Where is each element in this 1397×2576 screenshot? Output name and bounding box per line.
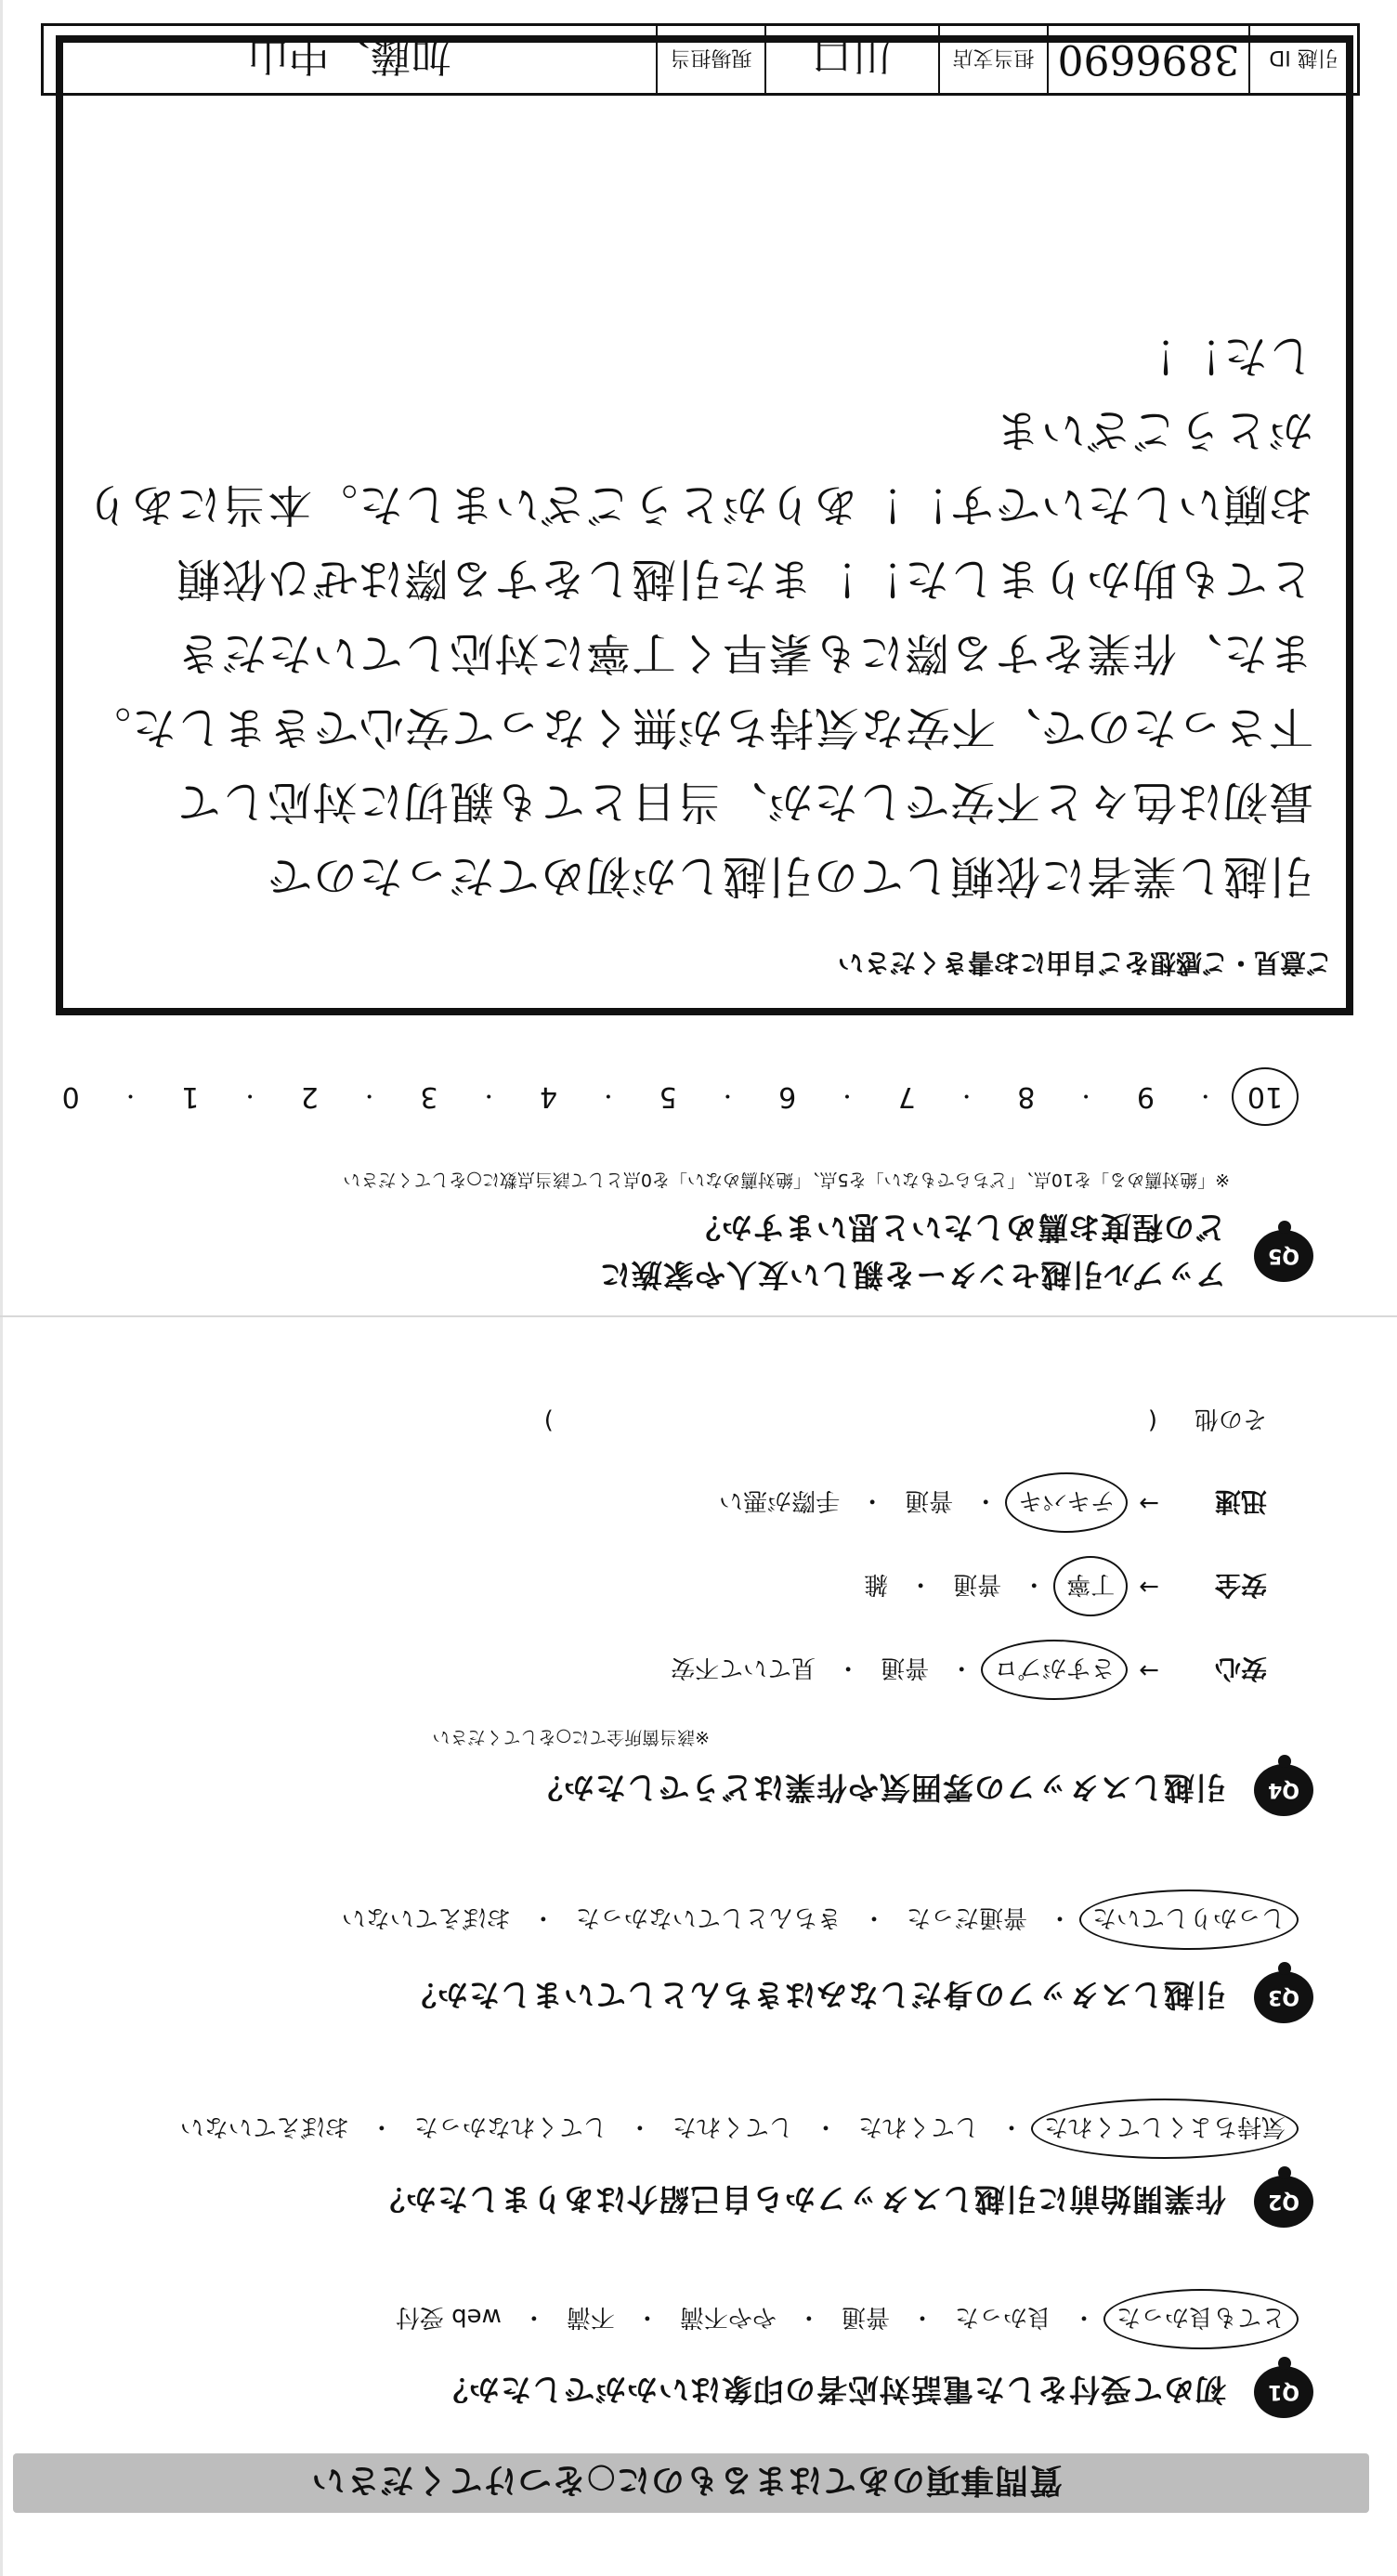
q1-option[interactable]: web 受付 xyxy=(395,2303,502,2331)
q4-row-anshin: 安心 → さすがプロ ・ 普通 ・ 見ていて不安 xyxy=(22,1652,1267,1689)
instruction-text: 質問事項のあてはまるものに○をつけてください xyxy=(310,2461,1063,2500)
q3-text: 引越しスタッフの身だしなみはきちんとしていましたか？ xyxy=(405,1977,1226,2014)
q4-option[interactable]: 雑 xyxy=(864,1570,889,1599)
site-staff-value: 加藤、中山 xyxy=(247,32,452,79)
question-q2 xyxy=(32,2176,1313,2228)
q1-option[interactable]: やや不満 xyxy=(679,2303,777,2331)
q4-other-label: その他 xyxy=(1194,1405,1267,1432)
move-id-label: 引越 ID xyxy=(1248,26,1357,93)
branch-label: 担当支店 xyxy=(938,26,1047,93)
q3-option[interactable]: 普通だった xyxy=(906,1903,1027,1931)
site-staff-label: 現場担当 xyxy=(656,26,764,93)
q3-badge: Q3 xyxy=(1254,1971,1313,2023)
branch-value: 川口 xyxy=(764,26,938,93)
q5-score[interactable]: 8 xyxy=(1017,1080,1036,1113)
fold-line xyxy=(0,1315,1397,1317)
q4-option-selected[interactable]: さすがプロ xyxy=(994,1654,1115,1688)
q5-score[interactable]: 5 xyxy=(659,1080,677,1113)
q4-row-jinsoku: 迅速 → テキパキ ・ 普通 ・ 手際が悪い xyxy=(22,1484,1267,1522)
q3-option-selected[interactable]: しっかりしていた xyxy=(1092,1903,1286,1937)
q4-note: ※該当箇所全てに○をしてください xyxy=(432,1727,710,1747)
q2-option[interactable]: おぼえていない xyxy=(179,2112,349,2140)
q2-options: 気持ちよくしてくれた ・ してくれた ・ してくれた ・ してくれなかった ・ おぼえていない xyxy=(41,2112,1286,2146)
q5-badge: Q5 xyxy=(1254,1230,1313,1282)
free-comment-text[interactable]: 引越し業者に依頼しての引越しが初めてだったので 最初は色々と不安でしたが、当日とても親切に対応して 下さったので、不安な気持ちが無くなって安心できました。 また、作業をする際にも素早く丁寧に対応していただき とても助かりました！！また引越しをする際はぜひ依頼 お願いしたいです！！ありがとうございました。本当にありがとうございま した！！ xyxy=(84,330,1313,902)
q3-option[interactable]: おぼえていない xyxy=(341,1903,511,1931)
q4-category: 安全 xyxy=(1214,1570,1267,1601)
q2-option[interactable]: してくれた xyxy=(857,2112,979,2140)
q4-option-selected[interactable]: 丁寧 xyxy=(1066,1570,1115,1604)
q5-score[interactable]: 9 xyxy=(1136,1080,1155,1113)
q1-option[interactable]: 良かった xyxy=(954,2303,1051,2331)
q4-option[interactable]: 普通 xyxy=(881,1654,930,1682)
question-q1 xyxy=(32,2366,1313,2418)
q4-text: 引越しスタッフの雰囲気や作業はどうでしたか？ xyxy=(531,1770,1226,1807)
q1-options: とても良かった ・ 良かった ・ 普通 ・ やや不満 ・ 不満 ・ web 受付 xyxy=(41,2302,1286,2336)
q5-text: アップル引越センターを親しい友人や家族に どの程度お薦めしたいと思いますか？ xyxy=(598,1210,1226,1293)
q1-badge: Q1 xyxy=(1254,2366,1313,2418)
q2-option[interactable]: してくれなかった xyxy=(413,2112,607,2140)
q4-category: 迅速 xyxy=(1214,1486,1267,1517)
q4-row-anzen: 安全 → 丁寧 ・ 普通 ・ 雑 xyxy=(22,1568,1267,1605)
q4-other-row: その他 ( ) xyxy=(22,1404,1267,1438)
q1-text: 初めて受付をした電話対応者の印象はいかがでしたか？ xyxy=(437,2372,1226,2409)
q1-option[interactable]: 不満 xyxy=(566,2303,615,2331)
q5-score[interactable]: 1 xyxy=(181,1080,200,1113)
q2-text: 作業開始前に引越しスタッフから自己紹介はありましたか？ xyxy=(373,2181,1226,2218)
q3-option[interactable]: きちんとしていなかった xyxy=(575,1903,842,1931)
q5-score[interactable]: 3 xyxy=(420,1080,438,1113)
q5-score[interactable]: 7 xyxy=(897,1080,916,1113)
q2-option-selected[interactable]: 気持ちよくしてくれた xyxy=(1044,2112,1286,2146)
q5-note: ※「絶対薦める」を10点、「どちらでもない」を5点、「絶対薦めない」を0点として該当点数に○をしてください xyxy=(343,1170,1230,1190)
q4-badge: Q4 xyxy=(1254,1764,1313,1816)
q4-option[interactable]: 手際が悪い xyxy=(719,1486,841,1515)
q4-option[interactable]: 普通 xyxy=(953,1570,1002,1599)
q4-category: 安心 xyxy=(1214,1654,1267,1684)
q1-option-selected[interactable]: とても良かった xyxy=(1116,2302,1286,2336)
q5-score[interactable]: 2 xyxy=(300,1080,319,1113)
question-q3 xyxy=(32,1971,1313,2023)
q5-score[interactable]: 0 xyxy=(61,1080,80,1113)
q5-scale: 10 ・ 9 ・ 8 ・ 7 ・ 6 ・ 5 ・ 4 ・ 3 ・ 2 ・ 1 ・ 0 xyxy=(50,1080,1286,1113)
free-comment-title: ご意見・ご感想をご自由にお書きください xyxy=(837,948,1332,978)
q2-badge: Q2 xyxy=(1254,2176,1313,2228)
q5-score-selected[interactable]: 10 xyxy=(1245,1080,1286,1113)
instruction-header xyxy=(13,2453,1369,2513)
q3-options: しっかりしていた ・ 普通だった ・ きちんとしていなかった ・ おぼえていない xyxy=(41,1903,1286,1937)
move-id-value: 3896690 xyxy=(1047,26,1248,93)
q2-option[interactable]: してくれた xyxy=(672,2112,793,2140)
q5-score[interactable]: 6 xyxy=(778,1080,797,1113)
q4-option[interactable]: 見ていて不安 xyxy=(671,1654,816,1682)
q4-option[interactable]: 普通 xyxy=(905,1486,954,1515)
scan-edge xyxy=(0,0,3,2576)
q4-option-selected[interactable]: テキパキ xyxy=(1018,1486,1115,1521)
question-q4 xyxy=(32,1764,1313,1816)
question-q5 xyxy=(32,1208,1313,1299)
staff-info-table xyxy=(41,23,1360,96)
q5-score[interactable]: 4 xyxy=(539,1080,558,1113)
q1-option[interactable]: 普通 xyxy=(841,2303,890,2331)
